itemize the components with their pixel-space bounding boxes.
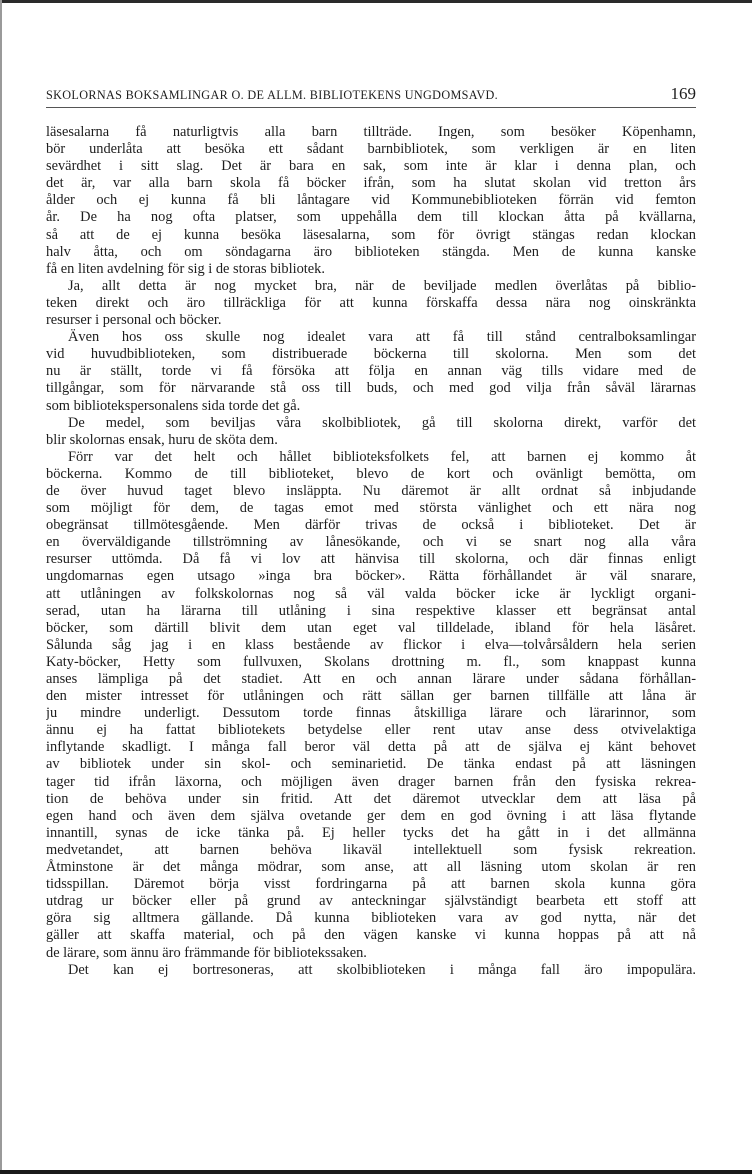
text-line: medvetandet, att barnen behöva likaväl intellektuell som fysisk rekreation. — [46, 841, 696, 858]
scan-top-edge — [0, 0, 752, 3]
text-line: teken direkt och äro tillräckliga för att kunna förskaffa dessa nära nog oinskränkta — [46, 294, 696, 311]
text-line: som möjligt för dem, de tagas emot med största vänlighet och ett nära nog — [46, 500, 696, 517]
text-line: det är, var alla barn skola få böcker ifrån, som ha slutat skolan vid tretton års — [46, 175, 696, 192]
text-line: anses lämpliga på det stadiet. Att en och annan lärare under sådana förhållan- — [46, 671, 696, 687]
text-line: en överväldigande tillströmning av lånesökande, och vi se snart nog alla våra — [46, 534, 696, 551]
text-line: Åtminstone är det många mödrar, som anse, att all läsning utom skolan är ren — [46, 859, 696, 876]
header-rule — [46, 107, 696, 108]
text-line: Katy-böcker, Hetty som fullvuxen, Skolans drottning m. fl., som knappast kunna — [46, 653, 696, 670]
text-line: att utlåningen av folkskolornas nog så väl valda böcker icke är lyckligt organi- — [46, 585, 696, 602]
text-line: bör underlåta att besöka ett sådant barnbibliotek, som verkligen är en liten — [46, 141, 696, 158]
text-line: resurser i personal och böcker. — [46, 312, 222, 329]
text-line: blir skolornas ensak, huru de sköta dem. — [46, 431, 278, 448]
scan-left-edge — [0, 0, 2, 1174]
running-head — [46, 84, 696, 104]
text-line: som bibliotekspersonalens sida torde det gå. — [46, 397, 301, 414]
text-line: de över huvud taget blevo insläppta. Nu däremot är allt ordnat så inbjudande — [46, 482, 696, 499]
text-line: Sålunda såg jag i en klass bestående av flickor i elva—tolvårsåldern hela serien — [46, 636, 696, 653]
running-head-title: SKOLORNAS BOKSAMLINGAR O. DE ALLM. BIBLIOTEKENS UNGDOMSAVD. — [46, 88, 499, 102]
text-line: så att de ej kunna besöka läsesalarna, som för övrigt stängas redan klockan — [46, 226, 696, 243]
text-line: år. De ha nog ofta platser, som uppehålla dem till klockan åtta på kvällarna, — [46, 209, 696, 226]
text-line: Även hos oss skulle nog idealet vara att få till stånd centralboksamlingar — [68, 329, 696, 346]
text-line: gäller att skaffa material, och på den vägen kanske vi kunna hoppas på att nå — [46, 927, 696, 944]
text-line: böcker, som därtill blivit dem utan eget val tilldelade, ibland för hela läsåret. — [46, 619, 696, 636]
text-line: Ja, allt detta är nog mycket bra, när de beviljade medlen överlåtas på biblio- — [68, 277, 696, 294]
text-line: sevärdhet i sitt slag. Det är bara en sak, som inte är klar i denna plan, och — [46, 158, 696, 175]
text-line: ungdomarnas egen utsago »inga bra böcker». Rätta förhållandet är väl snarare, — [46, 568, 696, 585]
text-line: tion de behöva under sin fritid. Att det däremot utvecklar dem att läsa på — [46, 790, 696, 807]
text-line: Förr var det helt och hållet biblioteksfolkets fel, att barnen ej kommo åt — [68, 448, 696, 465]
text-line: utdrag ur böcker eller på grund av anteckningar självständigt bearbeta ett stoff att — [46, 893, 696, 910]
text-line: ju mindre underligt. Dessutom torde finnas åtskilliga lärare och lärarinnor, som — [46, 705, 696, 722]
text-line: inflytande skadligt. I många fall beror väl detta på att de själva ej känt behovet — [46, 739, 696, 756]
page-number: 169 — [670, 84, 696, 103]
text-line: ännu ej ha fattat bibliotekets betydelse eller rent utav anse dess otvivelaktiga — [46, 722, 696, 739]
text-line: ålder och ej kunna få bli låntagare vid Kommunebiblioteken förrän vid femton — [46, 192, 696, 209]
body-text — [46, 124, 696, 979]
text-line: böckerna. Kommo de till biblioteket, blevo de kort och ovänligt bemötta, om — [46, 465, 696, 482]
scan-bottom-edge — [0, 1170, 752, 1174]
text-line: den mister intresset för utlåningen och rätt sällan ger barnen tillfälle att låna är — [46, 688, 696, 705]
text-line: vid huvudbiblioteken, som distribuerade böckerna till skolorna. Men som det — [46, 346, 696, 363]
text-line: resurser uttömda. Då få vi lov att hänvisa till skolorna, och där finnas enligt — [46, 551, 696, 568]
text-line: De medel, som beviljas våra skolbibliotek, gå till skolorna direkt, varför det — [68, 414, 696, 431]
text-line: göra sig alltmera gällande. Då kunna biblioteken vara av god nytta, när det — [46, 910, 696, 927]
text-line: tidsspillan. Däremot börja visst fordringarna på att barnen skola kunna göra — [46, 876, 696, 893]
text-line: nu är ställt, torde vi få försöka att följa en annan väg tills vidare med de — [46, 363, 696, 380]
text-line: läsesalarna få naturligtvis alla barn tillträde. Ingen, som besöker Köpenhamn, — [46, 124, 696, 140]
text-line: obegränsat tillmötesgående. Men därför trivas de också i biblioteket. Det är — [46, 517, 696, 534]
text-line: av bibliotek under sin skol- och seminarietid. De tänka endast på att läsningen — [46, 756, 696, 773]
text-line: få en liten avdelning för sig i de storas bibliotek. — [46, 260, 325, 277]
text-line: serad, utan ha lärarna till utlåning i sina respektive klasser ett begränsat antal — [46, 602, 696, 619]
text-line: innantill, synas de icke tänka på. Ej heller tycks det ha gått in i det allmänna — [46, 824, 696, 841]
text-line: tillgångar, som för närvarande stå oss till buds, och med god vilja från såväl lärarnas — [46, 380, 696, 397]
text-line: tager tid ifrån läxorna, och möjligen även drager barnen från den fysiska rekrea- — [46, 773, 696, 790]
text-line: de lärare, som ännu äro främmande för bibliotekssaken. — [46, 944, 367, 961]
text-line: Det kan ej bortresoneras, att skolbiblioteken i många fall äro impopulära. — [68, 961, 696, 978]
text-line: egen hand och även dem själva ovetande ger dem en god övning i att läsa flytande — [46, 807, 696, 824]
text-line: halv åtta, och om söndagarna äro biblioteken stängda. Men de kunna kanske — [46, 243, 696, 260]
